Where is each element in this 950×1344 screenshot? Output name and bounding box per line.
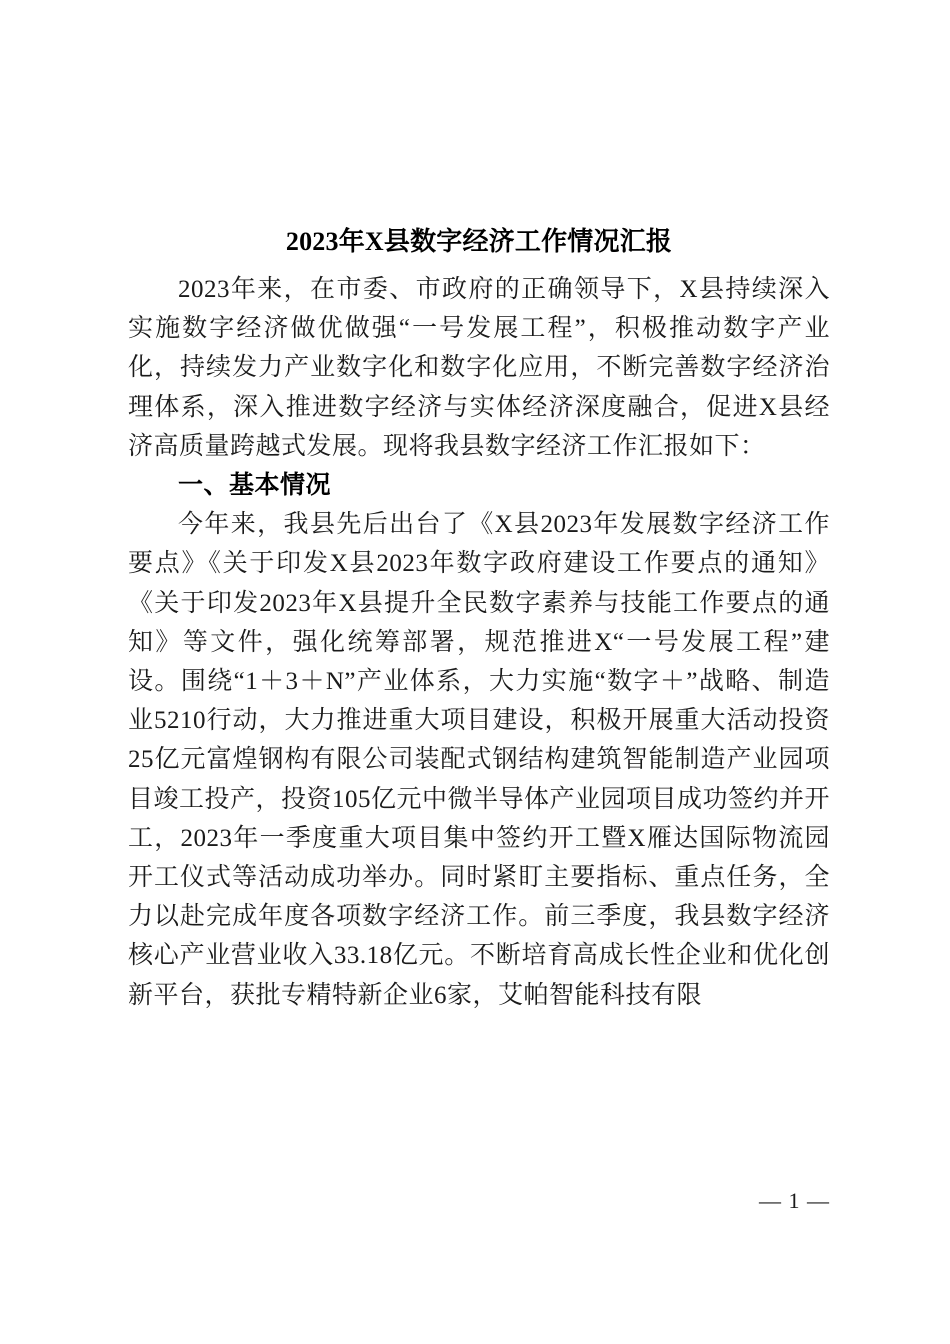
- section-heading-one: 一、基本情况: [178, 471, 332, 500]
- page-title: 2023年X县数字经济工作情况汇报: [285, 227, 673, 256]
- page-number-footer: — 1 —: [759, 1188, 830, 1213]
- opening-paragraph: 2023年来，在市委、市政府的正确领导下，X县持续深入实施数字经济做优做强“一号发展工程”，积极推动数字产业化，持续发力产业数字化和数字化应用，不断完善数字经济治理体系，深入推进数字经济与实体经济深度融合，促进X县经济高质量跨越式发展。现将我县数字经济工作汇报如下：: [128, 276, 830, 460]
- document-content: [128, 222, 830, 1015]
- section-one-paragraph: 今年来，我县先后出台了《X县2023年发展数字经济工作要点》《关于印发X县2023年数字政府建设工作要点的通知》《关于印发2023年X县提升全民数字素养与技能工作要点的通知》等文件，强化统筹部署，规范推进X“一号发展工程”建设。围绕“1＋3＋N”产业体系，大力实施“数字＋”战略、制造业5210行动，大力推进重大项目建设，积极开展重大活动投资25亿元富煌钢构有限公司装配式钢结构建筑智能制造产业园项目竣工投产，投资105亿元中微半导体产业园项目成功签约并开工，2023年一季度重大项目集中签约开工暨X雁达国际物流园开工仪式等活动成功举办。同时紧盯主要指标、重点任务，全力以赴完成年度各项数字经济工作。前三季度，我县数字经济核心产业营业收入33.18亿元。不断培育高成长性企业和优化创新平台，获批专精特新企业6家，艾帕智能科技有限: [128, 511, 831, 1009]
